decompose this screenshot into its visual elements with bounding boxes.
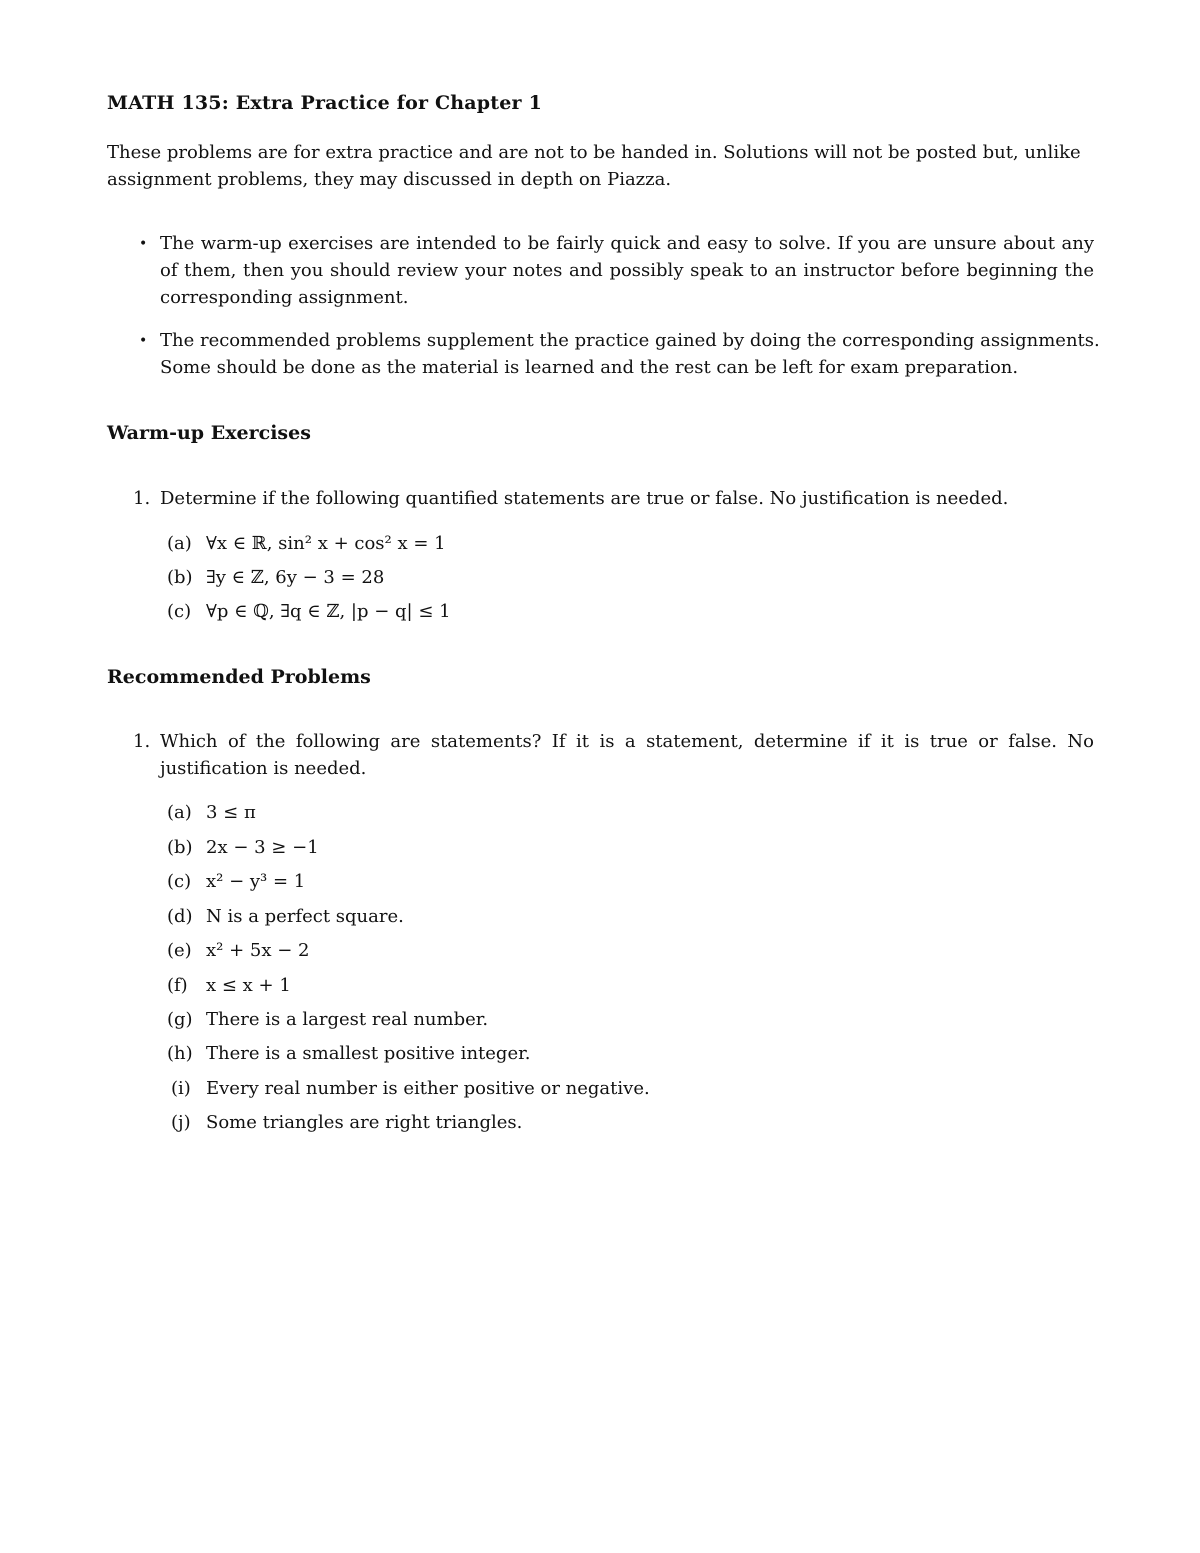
recommended-item-h: There is a smallest positive integer. — [206, 1043, 531, 1064]
recommended-item-label: (j) — [171, 1112, 191, 1133]
warmup-item-c: ∀p ∈ ℚ, ∃q ∈ ℤ, |p − q| ≤ 1 — [206, 601, 451, 622]
recommended-item-j: Some triangles are right triangles. — [206, 1112, 523, 1133]
recommended-item-label: (a) — [167, 802, 192, 823]
recommended-item-label: (f) — [167, 975, 188, 996]
recommended-item-g: There is a largest real number. — [206, 1009, 489, 1030]
bullet-marker: • — [139, 333, 148, 349]
intro-line-1: These problems are for extra practice and are not to be handed in. Solutions will not be posted but, unlike — [107, 142, 1081, 163]
recommended-item-label: (d) — [167, 906, 193, 927]
warmup-item-label: (c) — [167, 601, 192, 622]
warmup-item-label: (a) — [167, 533, 192, 554]
recommended-item-f: x ≤ x + 1 — [206, 975, 291, 996]
warmup-item-b: ∃y ∈ ℤ, 6y − 3 = 28 — [206, 567, 385, 588]
warmup-question-number: 1. — [133, 488, 151, 509]
bullet-2-line-1: The recommended problems supplement the practice gained by doing the corresponding assignments. — [160, 330, 1100, 351]
bullet-2-line-2: Some should be done as the material is learned and the rest can be left for exam preparation. — [160, 357, 1019, 378]
recommended-item-label: (c) — [167, 871, 192, 892]
recommended-item-label: (e) — [167, 940, 192, 961]
bullet-1-line-3: corresponding assignment. — [160, 287, 409, 308]
recommended-item-label: (h) — [167, 1043, 193, 1064]
recommended-item-d: N is a perfect square. — [206, 906, 404, 927]
recommended-item-c: x² − y³ = 1 — [206, 871, 306, 892]
bullet-marker: • — [139, 236, 148, 252]
recommended-item-b: 2x − 3 ≥ −1 — [206, 837, 319, 858]
recommended-item-a: 3 ≤ π — [206, 802, 256, 823]
recommended-question-number: 1. — [133, 731, 151, 752]
recommended-item-label: (g) — [167, 1009, 193, 1030]
recommended-heading: Recommended Problems — [107, 666, 371, 688]
warmup-item-label: (b) — [167, 567, 193, 588]
page-title: MATH 135: Extra Practice for Chapter 1 — [107, 92, 543, 114]
recommended-item-label: (i) — [171, 1078, 191, 1099]
bullet-1-line-1: The warm-up exercises are intended to be fairly quick and easy to solve. If you are unsure about any — [160, 233, 1094, 254]
recommended-item-i: Every real number is either positive or negative. — [206, 1078, 650, 1099]
recommended-item-e: x² + 5x − 2 — [206, 940, 310, 961]
recommended-question-line-2: justification is needed. — [160, 758, 367, 779]
bullet-1-line-2: of them, then you should review your notes and possibly speak to an instructor before beginning the — [160, 260, 1094, 281]
warmup-heading: Warm-up Exercises — [107, 422, 311, 444]
recommended-question-line-1: Which of the following are statements? If it is a statement, determine if it is true or false. No — [160, 731, 1094, 752]
warmup-item-a: ∀x ∈ ℝ, sin² x + cos² x = 1 — [206, 533, 446, 554]
intro-line-2: assignment problems, they may discussed in depth on Piazza. — [107, 169, 672, 190]
recommended-item-label: (b) — [167, 837, 193, 858]
warmup-question: Determine if the following quantified statements are true or false. No justification is needed. — [160, 488, 1009, 509]
